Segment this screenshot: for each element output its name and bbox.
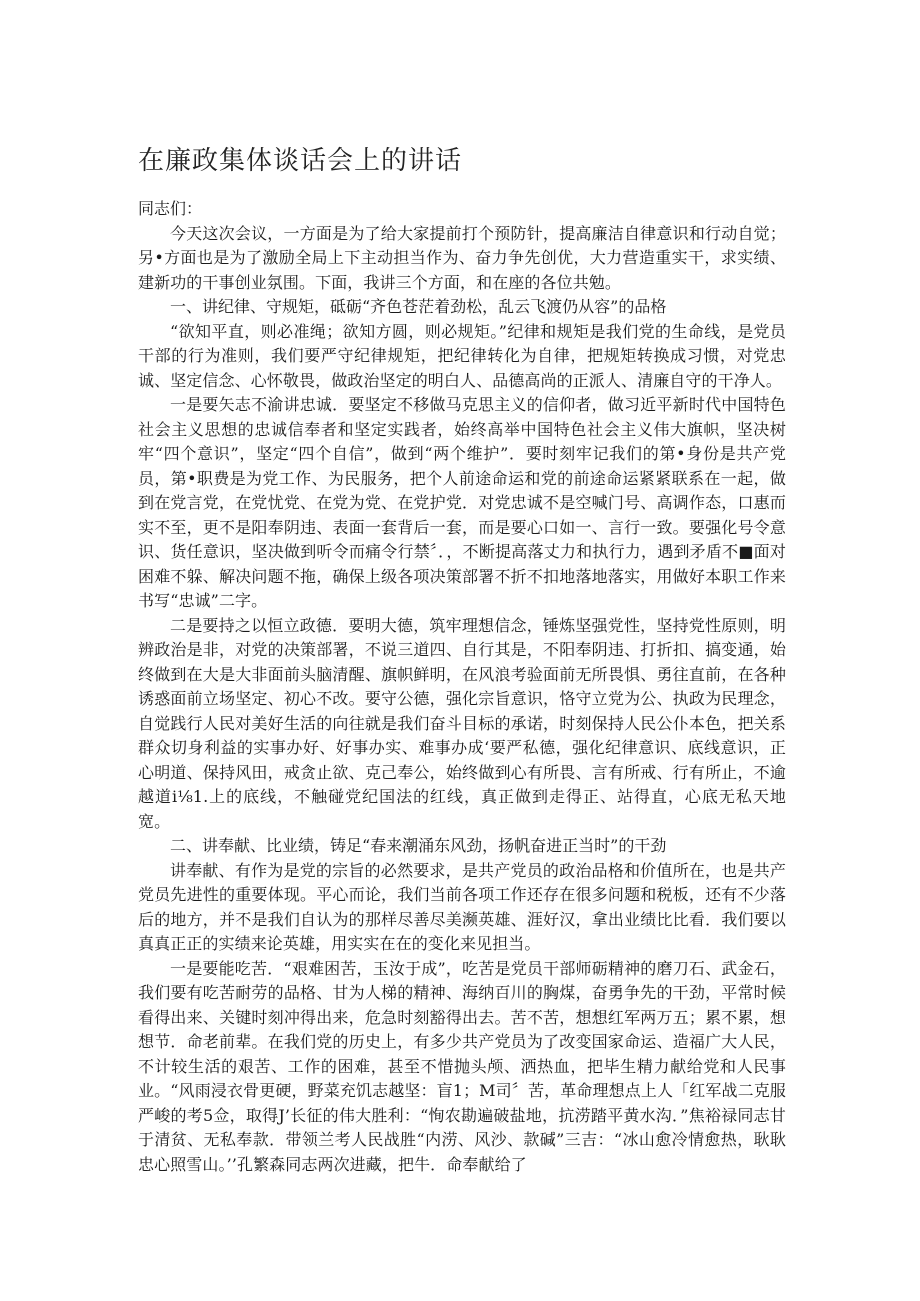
- document-body: [138, 197, 786, 1177]
- paragraph-political-virtue: 二是要持之以恒立政德．要明大德，筑牢理想信念，锤炼坚强党性，坚持党性原则，明辨政治是非，对党的决策部署，不说三道四、自行其是，不阳奉阴违、打折扣、搞变通，始终做到在大是大非面前头脑清醒、旗帜鲜明，在风浪考验面前无所畏惧、勇往直前，在各种诱惑面前立场坚定、初心不改。要守公德，强化宗旨意识，恪守立党为公、执政为民理念，自觉践行人民对美好生活的向往就是我们奋斗目标的承诺，时刻保持人民公仆本色，把关系群众切身利益的实事办好、好事办实、难事办成‘要严私德，强化纪律意识、底线意识，正心明道、保持风田，戒贪止欲、克己奉公，始终做到心有所畏、言有所戒、行有所止，不逾越道i⅛1.上的底线，不触碰党纪国法的红线，真正做到走得正、站得直，心底无私天地宽。: [138, 615, 786, 831]
- paragraph-hardship: 一是要能吃苦．“艰难困苦，玉汝于成”，吃苦是党员干部师砺精神的磨刀石、武金石，我们要有吃苦耐劳的品格、甘为人梯的精神、海纳百川的胸煤，奋勇争先的干劲，平常时候看得出来、关键时刻冲得出来，危急时刻豁得出去。苦不苦，想想红军两万五；累不累，想想节．命老前辈。在我们党的历史上，有多少共产党员为了改变国家命运、造福广大人民，不计较生活的艰苦、工作的困难，甚至不惜抛头颅、洒热血，把毕生精力献给党和人民事业。“风雨浸衣骨更硬，野菜充饥志越坚：盲1；M司〞苦，革命理想点上人「红军战二克服严峻的考5佥，取得J’长征的伟大胜利：“恂农勘遍破盐地，抗涝踏平黄水沟．”焦裕禄同志甘于清贫、无私奉款．带领兰考人民战胜“内涝、风沙、款碱”三吉：“冰山愈冷情愈热，耿耿忠心照雪山。’’孔繁森同志两次进藏，把牛．命奉献给了: [138, 958, 786, 1174]
- section-heading-2: 二、讲奉献、比业绩，铸足“春来潮涌东风劲，扬帆奋进正当时”的干劲: [170, 836, 667, 855]
- paragraph-dedication: 讲奉献、有作为是党的宗旨的必然要求，是共产党员的政治品格和价值所在，也是共产党员先进性的重要体现。平心而论，我们当前各项工作还存在很多问题和税板，还有不少落后的地方，并不是我们自认为的那样尽善尽美濒英雄、涯好汉，拿出业绩比比看．我们要以真真正正的实绩来论英雄，用实实在在的变化来见担当。: [138, 860, 786, 953]
- paragraph-intro: 今天这次会议，一方面是为了给大家提前打个预防针，提高廉洁自律意识和行动自觉；另•方面也是为了激励全局上下主动担当作为、奋力争先创优，大力营造重实干，求实绩、建新功的干事创业氛围。下面，我讲三个方面，和在座的各位共勉。: [138, 223, 786, 292]
- paragraph-loyalty: 一是要矢志不渝讲忠诚．要坚定不移做马克思主义的信仰者，做习近平新时代中国特色社会主义思想的忠诚信奉者和坚定实践者，始终高举中国特色社会主义伟大旗帜，坚决树牢“四个意识”，坚定“四个自信”，做到“两个维护”．要时刻牢记我们的第•身份是共产党员，第•职费是为党工作、为民服务，把个人前途命运和党的前途命运紧紧联系在一起，做到在党言党，在党忧党、在党为党、在党护党．对党忠诚不是空喊门号、高调作态，口惠而实不至，更不是阳奉阴违、表面一套背后一套，而是要心口如一、言行一致。要强化号令意识、货任意识，坚决做到听令而痛令行禁〞．，不断提高落丈力和执行力，遇到矛盾不■面对困难不躲、解决问题不拖，确保上级各项决策部署不折不扣地落地落实，用做好本职工作来书写“忠诚”二字。: [138, 395, 786, 610]
- section-heading-1: 一、讲纪律、守规矩，砥砺“齐色苍茫着劲松，乱云飞渡仍从容”的品格: [170, 297, 667, 316]
- greeting: 同志们：: [138, 199, 203, 218]
- document-title: 在廉政集体谈话会上的讲话: [138, 146, 463, 176]
- paragraph-discipline: “欲知平直，则必准绳；欲知方圆，则必规矩。”纪律和规矩是我们党的生命线，是党员干部的行为准则，我们要严守纪律规矩，把纪律转化为自律，把规矩转换成习惯，对党忠诚、坚定信念、心怀敬畏，做政治坚定的明白人、品德高尚的正派人、清廉自守的干净人。: [138, 321, 786, 390]
